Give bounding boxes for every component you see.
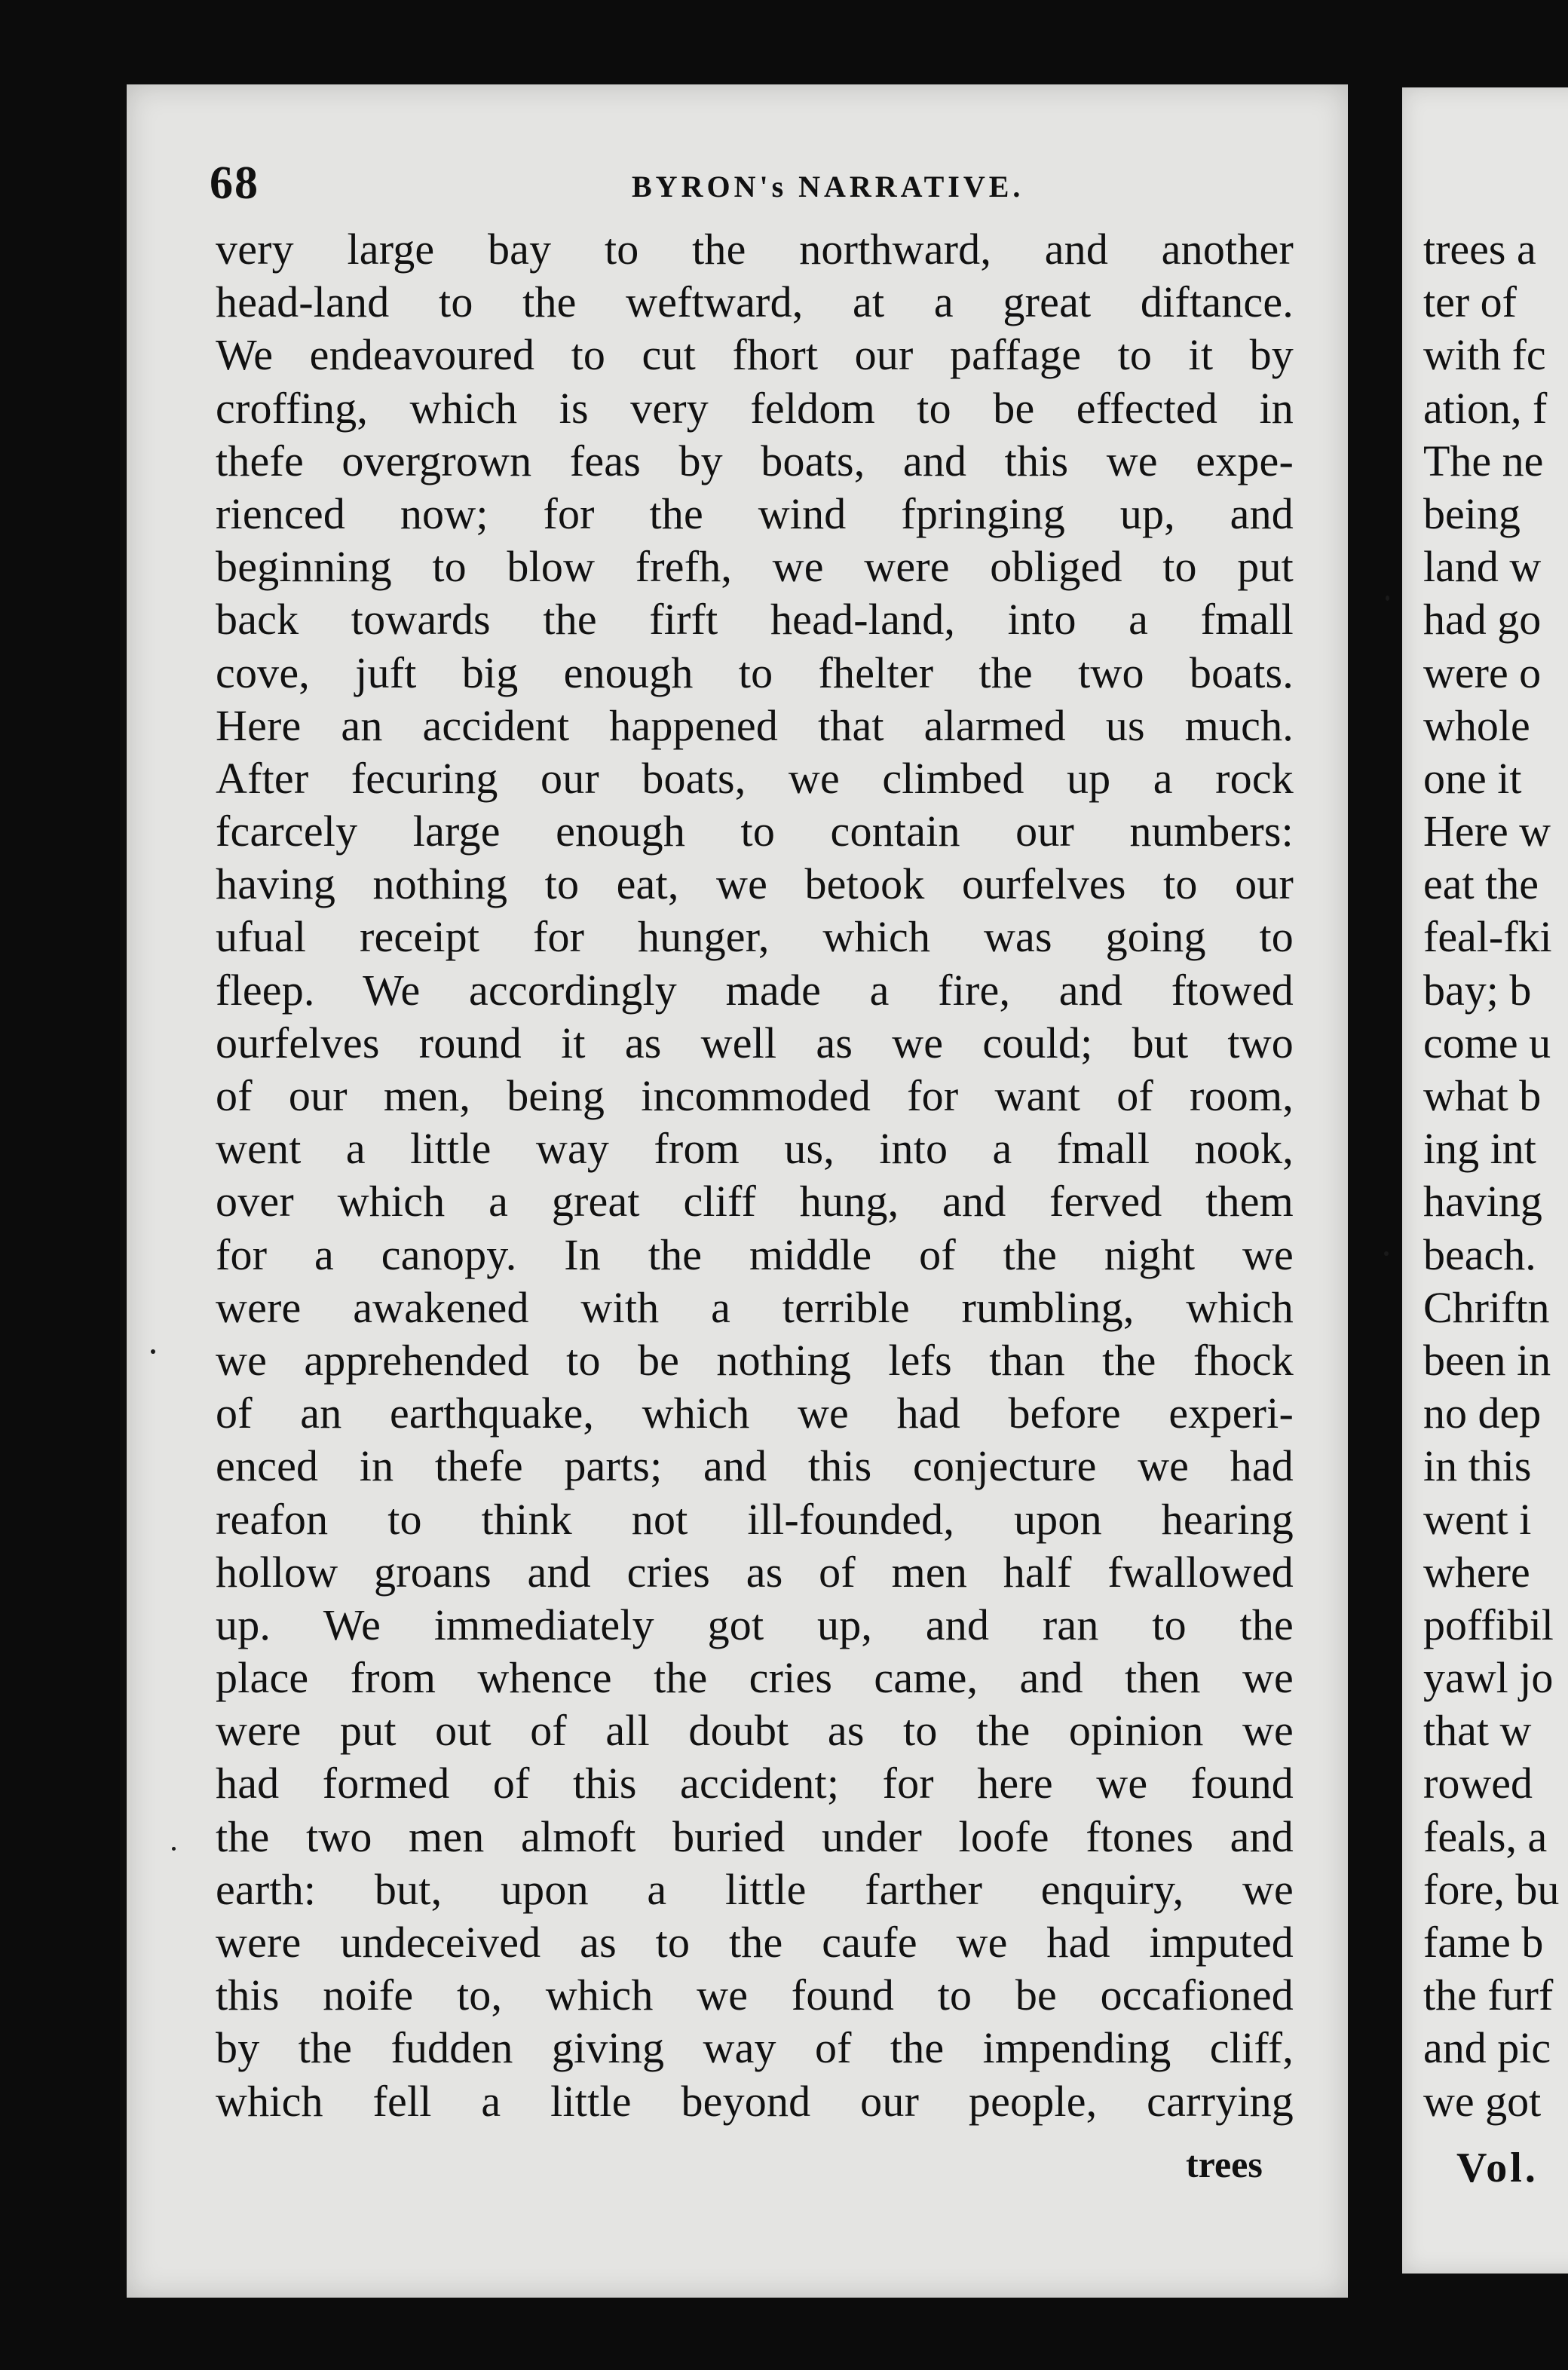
text-line: what b [1423,1071,1542,1120]
scan-speck [172,1847,176,1851]
running-head [210,157,1325,217]
text-line: up. We immediately got up, and ran to the [216,1600,1294,1649]
page-number: 68 [210,158,259,209]
scan-speck [1384,1251,1389,1256]
text-line: land w [1423,542,1542,592]
text-line: very large bay to the northward, and another [216,225,1294,274]
text-line: bay; b [1423,965,1532,1015]
text-line: fleep. We accordingly made a fire, and ftowed [216,965,1294,1015]
text-line: went i [1423,1494,1532,1544]
text-line: feal-fki [1423,912,1552,962]
text-line: one it [1423,753,1522,803]
text-line: were awakened with a terrible rumbling, which [216,1282,1294,1332]
text-line: yawl jo [1423,1653,1554,1703]
text-line: The ne [1423,436,1544,485]
text-line: Here an accident happened that alarmed us much. [216,700,1294,750]
text-line: rienced now; for the wind fpringing up, and [216,488,1294,538]
page-heading: BYRON's NARRATIVE. [632,170,1024,204]
text-line: poffibil [1423,1600,1554,1649]
body-text [216,223,1294,2128]
text-line: having [1423,1177,1542,1226]
text-line: ation, f [1423,383,1548,433]
text-line: which fell a little beyond our people, carrying [216,2076,1294,2126]
scan-speck [1386,596,1389,601]
text-line: had formed of this accident; for here we found [216,1759,1294,1808]
text-line: had go [1423,595,1542,645]
text-line: that w [1423,1706,1532,1756]
text-line: being [1423,488,1521,538]
text-line: were undeceived as to the caufe we had imputed [216,1918,1294,1967]
text-line: place from whence the cries came, and then we [216,1653,1294,1703]
text-line: ter of [1423,277,1517,327]
text-line: no dep [1423,1389,1542,1438]
text-line: of our men, being incommoded for want of room, [216,1071,1294,1120]
text-line: come u [1423,1018,1551,1067]
text-line: where [1423,1547,1530,1597]
text-line: Here w [1423,807,1551,856]
text-line: with fc [1423,330,1546,380]
text-line: thefe overgrown feas by boats, and this we expe- [216,436,1294,485]
text-line: ourfelves round it as well as we could; but two [216,1018,1294,1067]
text-line: and pic [1423,2023,1551,2073]
text-line: whole [1423,700,1530,750]
text-line: After fecuring our boats, we climbed up a rock [216,753,1294,803]
text-line: reafon to think not ill-founded, upon hearing [216,1494,1294,1544]
text-line: cove, juft big enough to fhelter the two boats. [216,648,1294,697]
text-line: were o [1423,648,1542,697]
text-line: rowed [1423,1759,1533,1808]
right-page-fragment [1402,87,1568,2274]
text-line: this noife to, which we found to be occafioned [216,1970,1294,2020]
right-page-text [1423,223,1568,2128]
text-line: the two men almoft buried under loofe ftones and [216,1811,1294,1861]
text-line: back towards the firft head-land, into a fmall [216,595,1294,645]
text-line: fame b [1423,1918,1544,1967]
text-line: been in [1423,1335,1551,1385]
text-line: were put out of all doubt as to the opinion we [216,1706,1294,1756]
text-line: feals, a [1423,1811,1548,1861]
text-line: of an earthquake, which we had before experi- [216,1389,1294,1438]
text-line: enced in thefe parts; and this conjecture we had [216,1441,1294,1491]
text-line: by the fudden giving way of the impending cliff, [216,2023,1294,2073]
text-line: We endeavoured to cut fhort our paffage to it by [216,330,1294,380]
text-line: earth: but, upon a little farther enquiry, we [216,1864,1294,1914]
text-line: we got [1423,2076,1542,2126]
text-line: head-land to the weftward, at a great diftance. [216,277,1294,327]
text-line: beach. [1423,1229,1536,1279]
text-line: in this [1423,1441,1532,1491]
text-line: ing int [1423,1124,1536,1174]
text-line: hollow groans and cries as of men half fwallowed [216,1547,1294,1597]
text-line: having nothing to eat, we betook ourfelves to our [216,859,1294,909]
text-line: Chriftn [1423,1282,1550,1332]
text-line: croffing, which is very feldom to be effected in [216,383,1294,433]
text-line: eat the [1423,859,1539,909]
scan-speck [151,1349,155,1354]
text-line: fcarcely large enough to contain our numbers: [216,807,1294,856]
text-line: ufual receipt for hunger, which was going to [216,912,1294,962]
text-line: beginning to blow frefh, we were obliged to put [216,542,1294,592]
text-line: went a little way from us, into a fmall nook, [216,1124,1294,1174]
volume-signature: Vol. [1456,2145,1539,2191]
text-line: for a canopy. In the middle of the night we [216,1229,1294,1279]
text-line: fore, bu [1423,1864,1560,1914]
text-line: over which a great cliff hung, and ferved them [216,1177,1294,1226]
text-line: we apprehended to be nothing lefs than the fhock [216,1335,1294,1385]
catchword: trees [1186,2143,1263,2185]
text-line: the furf [1423,1970,1554,2020]
text-line: trees a [1423,225,1536,274]
left-page [127,84,1348,2298]
